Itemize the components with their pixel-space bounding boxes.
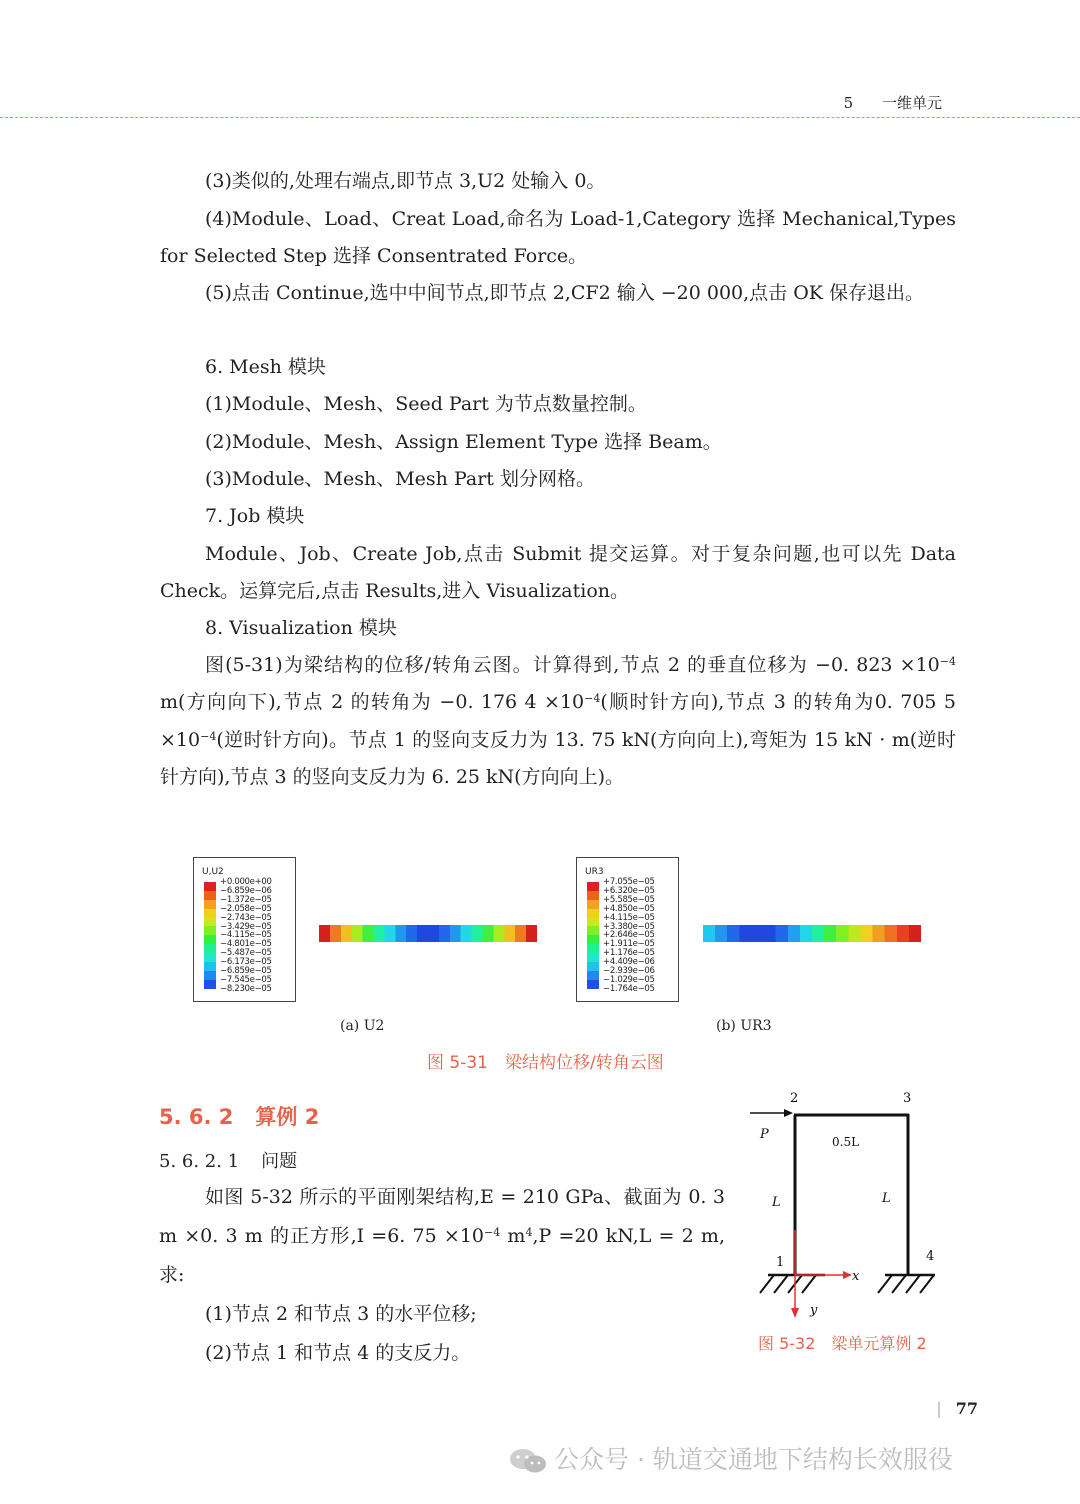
tick-label: +6.320e−05 (603, 885, 655, 896)
color-swatch (204, 980, 216, 989)
tick-label: −7.545e−05 (220, 974, 272, 985)
running-header (844, 92, 942, 113)
beam-contour-u2 (319, 925, 537, 942)
heading-mesh: 6. Mesh 模块 (205, 356, 326, 378)
color-swatch (204, 944, 216, 953)
exponent: −4 (584, 692, 601, 706)
color-swatch (204, 971, 216, 980)
text-run: (逆时针方向)。节点 1 的竖向支反力为 13. 75 kN(方向向上),弯矩为 15 kN · m(逆时针方向),节点 3 的竖向支反力为 6. 25 kN(方向向上)。 (160, 728, 956, 788)
exponent: −4 (484, 1226, 501, 1239)
step-5: (5)点击 Continue,选中中间节点,即节点 2,CF2 输入 −20 000,点击 OK 保存退出。 (205, 282, 925, 304)
color-swatch (587, 918, 599, 927)
text-run: m(方向向下),节点 2 的转角为 −0. 176 4 ×10 (160, 691, 585, 714)
text-run: 图(5-31)为梁结构的位移/转角云图。计算得到,节点 2 的垂直位移为 −0. 823 ×10 (205, 654, 940, 676)
legend-ur3 (576, 857, 679, 1002)
text-run: ,P =20 kN,L = 2 m,求: (159, 1225, 725, 1286)
tick-label: −1.029e−05 (603, 974, 655, 985)
color-scale-bar (587, 882, 599, 989)
legend-title: U,U2 (202, 867, 224, 877)
color-swatch (587, 891, 599, 900)
span-label: 0.5L (832, 1135, 860, 1149)
subfigure-label-a: (a) U2 (340, 1018, 385, 1034)
left-support-hatch (760, 1275, 816, 1293)
exponent: −4 (200, 729, 217, 743)
tick-label: −1.764e−05 (603, 983, 655, 994)
text-run: (顺时针方向),节点 3 的转角为0. 705 5 ×10 (160, 691, 956, 751)
text-run: 如图 5-32 所示的平面刚架结构,E = 210 GPa、截面为 0. 3 m ×0. 3 m 的正方形,I =6. 75 ×10 (159, 1186, 725, 1247)
chapter-title: 一维单元 (881, 94, 942, 112)
page-number (938, 1399, 978, 1418)
legend-ticks (220, 878, 272, 994)
tick-label: +1.176e−05 (603, 948, 655, 959)
question-1: (1)节点 2 和节点 3 的水平位移; (205, 1303, 477, 1325)
tick-label: −3.429e−05 (220, 921, 272, 932)
chapter-number: 5 (843, 94, 854, 112)
color-swatch (587, 900, 599, 909)
color-swatch (587, 971, 599, 980)
section-number: 5. 6. 2 (159, 1105, 234, 1129)
frame-diagram (740, 1080, 970, 1330)
beam-contour-ur3 (703, 925, 921, 942)
length-label-right: L (882, 1191, 891, 1206)
tick-label: +7.055e−05 (603, 877, 655, 887)
load-label-p: P (760, 1127, 769, 1142)
subsection-title: 问题 (261, 1151, 298, 1172)
color-swatch (587, 962, 599, 971)
step-3: (3)类似的,处理右端点,即节点 3,U2 处输入 0。 (205, 170, 606, 192)
color-swatch (204, 953, 216, 962)
visualization-paragraph (160, 647, 956, 796)
subsection-heading (159, 1147, 297, 1173)
tick-label: −2.058e−05 (220, 903, 272, 914)
tick-label: +4.850e−05 (603, 903, 655, 914)
tick-label: −8.230e−05 (220, 983, 272, 994)
tick-label: −5.487e−05 (220, 948, 272, 959)
color-swatch (587, 953, 599, 962)
load-arrowhead (784, 1109, 793, 1117)
node-label-4: 4 (926, 1249, 935, 1264)
tick-label: +0.000e+00 (220, 877, 272, 887)
subfigure-label-b: (b) UR3 (716, 1018, 772, 1034)
question-2: (2)节点 1 和节点 4 的支反力。 (205, 1342, 471, 1364)
right-support-hatch (878, 1275, 934, 1293)
problem-paragraph (159, 1178, 725, 1295)
exponent: −4 (939, 655, 956, 668)
color-swatch (204, 918, 216, 927)
legend-ticks (603, 878, 655, 994)
watermark-text: 公众号 · 轨道交通地下结构长效服役 (554, 1445, 953, 1474)
color-swatch (204, 891, 216, 900)
color-swatch (204, 935, 216, 944)
tick-label: +5.585e−05 (603, 894, 655, 905)
color-swatch (587, 980, 599, 989)
tick-label: +2.646e−05 (603, 930, 655, 941)
legend-title: UR3 (585, 867, 604, 877)
heading-job: 7. Job 模块 (205, 505, 305, 527)
step-4: (4)Module、Load、Creat Load,命名为 Load-1,Category 选择 Mechanical,Types for Selected Step 选择 Consentrated Force。 (160, 208, 956, 268)
exponent: 4 (525, 1226, 533, 1239)
color-swatch (204, 962, 216, 971)
wechat-icon (508, 1447, 548, 1475)
tick-label: +3.380e−05 (603, 921, 655, 932)
y-axis-arrowhead (791, 1308, 799, 1318)
mesh-step-3: (3)Module、Mesh、Mesh Part 划分网格。 (205, 468, 595, 490)
color-scale-bar (204, 882, 216, 989)
color-swatch (204, 900, 216, 909)
figure-caption-5-31: 图 5-31 梁结构位移/转角云图 (427, 1053, 664, 1073)
color-swatch (204, 882, 216, 891)
node-label-3: 3 (903, 1091, 912, 1106)
heading-visualization: 8. Visualization 模块 (205, 617, 397, 639)
tick-label: −2.939e−06 (603, 966, 655, 977)
length-label-left: L (772, 1195, 781, 1210)
node-label-2: 2 (790, 1091, 799, 1106)
color-swatch (587, 944, 599, 953)
header-rule (0, 117, 1080, 118)
tick-label: +1.911e−05 (603, 939, 655, 950)
color-swatch (204, 909, 216, 918)
color-swatch (587, 926, 599, 935)
color-swatch (587, 935, 599, 944)
tick-label: +4.409e−06 (603, 957, 655, 968)
tick-label: −6.173e−05 (220, 957, 272, 968)
job-paragraph: Module、Job、Create Job,点击 Submit 提交运算。对于复杂问题,也可以先 Data Check。运算完后,点击 Results,进入 Visualization。 (160, 543, 956, 603)
x-axis-label: x (852, 1269, 860, 1284)
tick-label: +4.115e−05 (603, 912, 655, 923)
color-swatch (204, 926, 216, 935)
mesh-step-1: (1)Module、Mesh、Seed Part 为节点数量控制。 (205, 393, 647, 415)
y-axis-label: y (810, 1303, 818, 1318)
page-number-divider (938, 1402, 940, 1418)
tick-label: −1.372e−05 (220, 894, 272, 905)
subsection-number: 5. 6. 2. 1 (159, 1151, 240, 1172)
text-run: m (500, 1225, 526, 1247)
section-title: 算例 2 (255, 1105, 320, 1129)
legend-u2 (193, 857, 296, 1002)
color-swatch (587, 909, 599, 918)
color-swatch (587, 882, 599, 891)
section-heading (159, 1101, 319, 1131)
figure-caption-5-32: 图 5-32 梁单元算例 2 (758, 1334, 927, 1353)
tick-label: −4.115e−05 (220, 930, 272, 941)
x-axis-arrowhead (843, 1271, 852, 1279)
node-label-1: 1 (776, 1255, 785, 1270)
page-number-text: 77 (955, 1399, 978, 1418)
tick-label: −6.859e−06 (220, 885, 272, 896)
tick-label: −2.743e−05 (220, 912, 272, 923)
mesh-step-2: (2)Module、Mesh、Assign Element Type 选择 Beam。 (205, 431, 722, 453)
watermark (508, 1440, 953, 1476)
tick-label: −6.859e−05 (220, 966, 272, 977)
tick-label: −4.801e−05 (220, 939, 272, 950)
